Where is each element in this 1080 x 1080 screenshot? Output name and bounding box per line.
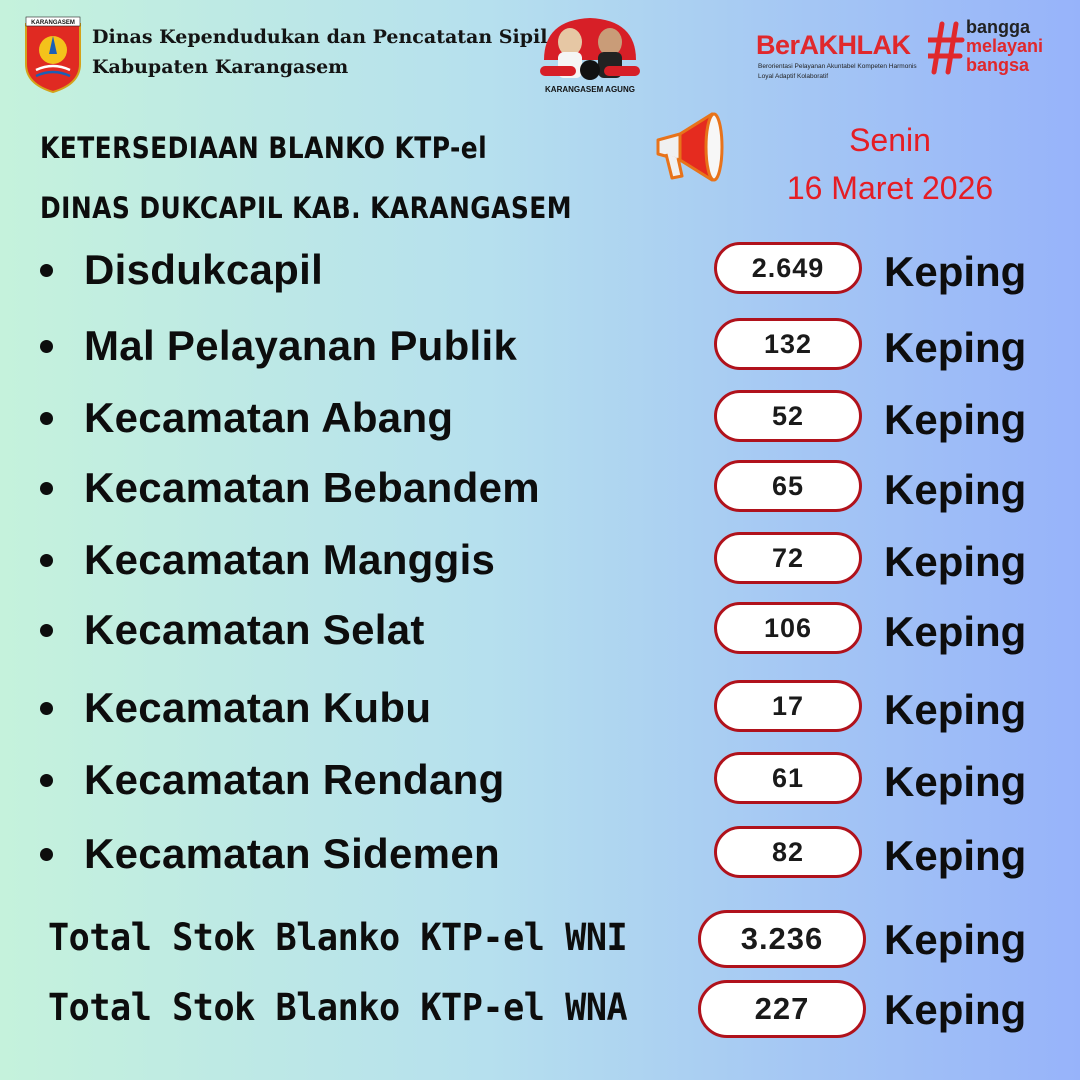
bullet-icon <box>40 264 53 277</box>
location-label: Mal Pelayanan Publik <box>84 322 518 369</box>
unit-label: Keping <box>884 324 1027 371</box>
bullet-icon <box>40 482 53 495</box>
unit-label: Keping <box>884 538 1027 585</box>
unit-label: Keping <box>884 758 1027 805</box>
list-item <box>0 318 1080 378</box>
organization-name <box>92 22 547 82</box>
unit-label: Keping <box>884 986 1027 1033</box>
location-label: Kecamatan Rendang <box>84 756 505 803</box>
list-item <box>0 602 1080 662</box>
total-value: 3.236 <box>698 910 866 968</box>
list-item <box>0 532 1080 592</box>
total-row <box>0 910 1080 970</box>
total-row <box>0 980 1080 1040</box>
unit-label: Keping <box>884 396 1027 443</box>
location-label: Kecamatan Manggis <box>84 536 496 583</box>
stock-value: 106 <box>714 602 862 654</box>
org-name-line2: Kabupaten Karangasem <box>92 56 349 78</box>
location-label: Kecamatan Selat <box>84 606 425 653</box>
title-line2: DINAS DUKCAPIL KAB. KARANGASEM <box>40 191 572 225</box>
list-item <box>0 390 1080 450</box>
total-value: 227 <box>698 980 866 1038</box>
report-date-text: 16 Maret 2026 <box>786 170 994 206</box>
bangga-word-3: bangsa <box>966 55 1030 75</box>
page-title <box>40 118 572 238</box>
location-label: Kecamatan Bebandem <box>84 464 540 511</box>
berakhlak-tagline: Berorientasi Pelayanan Akuntabel Kompeten Harmonis Loyal Adaptif Kolaboratif <box>758 63 917 80</box>
list-item <box>0 680 1080 740</box>
unit-label: Keping <box>884 916 1027 963</box>
location-label: Kecamatan Kubu <box>84 684 432 731</box>
bullet-icon <box>40 624 53 637</box>
unit-label: Keping <box>884 248 1027 295</box>
location-label: Disdukcapil <box>84 246 324 293</box>
stock-value: 65 <box>714 460 862 512</box>
report-day: Senin <box>849 122 931 158</box>
list-item <box>0 460 1080 520</box>
unit-label: Keping <box>884 686 1027 733</box>
berakhlak-logo: BerAKHLAK <box>756 30 911 60</box>
stock-value: 132 <box>714 318 862 370</box>
karangasem-emblem <box>22 14 84 94</box>
stock-value: 52 <box>714 390 862 442</box>
org-name-line1: Dinas Kependudukan dan Pencatatan Sipil <box>92 26 548 48</box>
list-item <box>0 826 1080 886</box>
total-label: Total Stok Blanko KTP-el WNA <box>48 986 628 1029</box>
stock-value: 72 <box>714 532 862 584</box>
location-label: Kecamatan Sidemen <box>84 830 500 877</box>
unit-label: Keping <box>884 608 1027 655</box>
title-line1: KETERSEDIAAN BLANKO KTP-el <box>40 131 488 165</box>
unit-label: Keping <box>884 466 1027 513</box>
emblem-label: KARANGASEM <box>31 20 75 26</box>
megaphone-icon <box>650 106 732 188</box>
stock-value: 82 <box>714 826 862 878</box>
unit-label: Keping <box>884 832 1027 879</box>
stock-value: 61 <box>714 752 862 804</box>
bangga-word-1: bangga <box>966 17 1031 37</box>
bangga-word-2: melayani <box>966 36 1044 56</box>
bangga-melayani-bangsa <box>966 18 1043 75</box>
bullet-icon <box>40 774 53 787</box>
bullet-icon <box>40 340 53 353</box>
stock-value: 2.649 <box>714 242 862 294</box>
bullet-icon <box>40 702 53 715</box>
location-label: Kecamatan Abang <box>84 394 454 441</box>
report-date <box>755 116 1025 212</box>
list-item <box>0 242 1080 302</box>
total-label: Total Stok Blanko KTP-el WNI <box>48 916 628 959</box>
bullet-icon <box>40 554 53 567</box>
stock-value: 17 <box>714 680 862 732</box>
bullet-icon <box>40 848 53 861</box>
leaders-caption: KARANGASEM AGUNG <box>545 85 635 94</box>
list-item <box>0 752 1080 812</box>
bullet-icon <box>40 412 53 425</box>
